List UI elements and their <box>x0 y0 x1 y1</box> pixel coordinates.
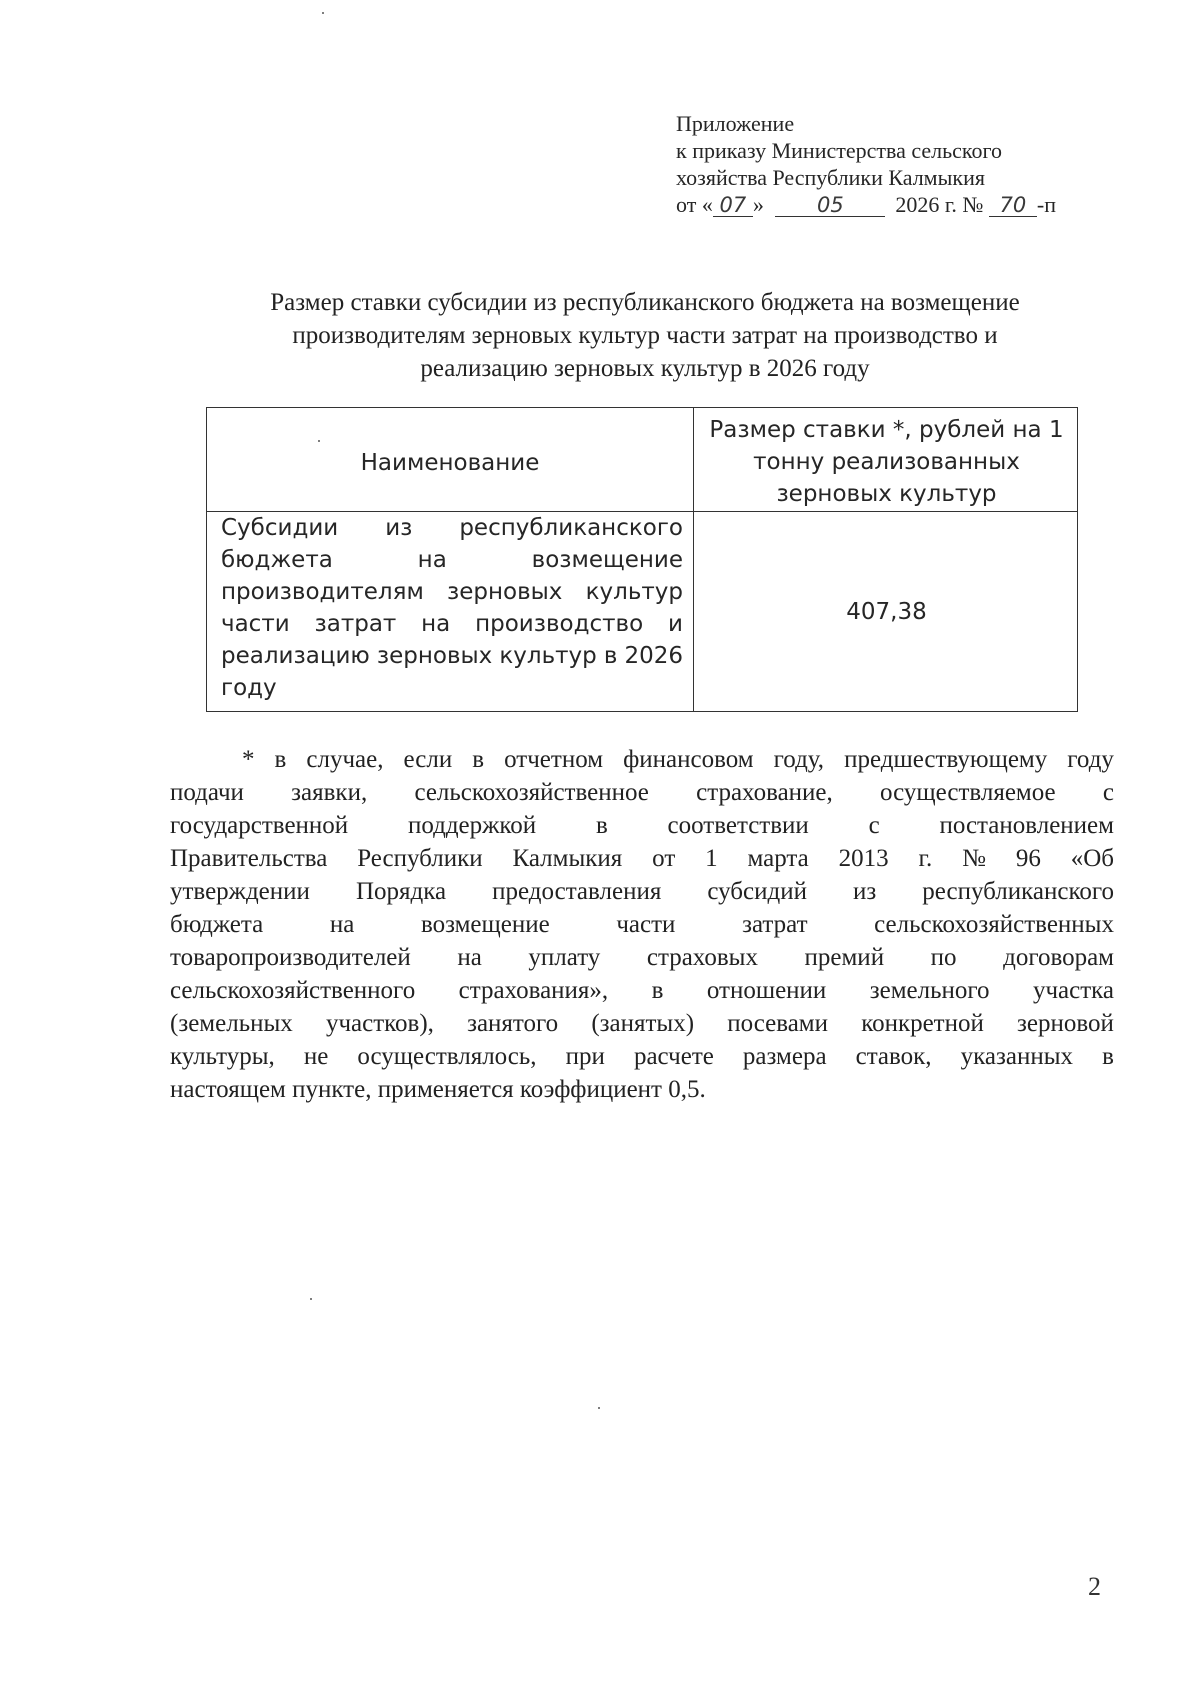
page-number: 2 <box>1088 1572 1101 1601</box>
column-header-name-text: Наименование <box>360 449 540 476</box>
word: году, <box>773 746 825 773</box>
word: случае, <box>306 746 384 773</box>
word: 96 <box>1015 845 1041 872</box>
word: расчете <box>633 1043 714 1070</box>
appendix-label: Приложение <box>676 111 795 136</box>
word: с <box>1102 779 1114 806</box>
word: договорам <box>1003 944 1114 971</box>
word: на <box>329 911 355 938</box>
word: с <box>868 812 880 839</box>
word: * <box>242 746 255 773</box>
word: на <box>421 611 451 637</box>
text-line <box>170 776 1114 809</box>
column-header-rate-line: зерновых культур <box>776 481 997 507</box>
word: предшествующему <box>844 746 1048 773</box>
word: культуры, <box>170 1043 275 1070</box>
scan-speck <box>310 1298 312 1300</box>
word: Республики <box>357 845 483 872</box>
table-cell-rate <box>694 512 1079 712</box>
word: участков), <box>325 1010 434 1037</box>
word: субсидий <box>707 878 807 905</box>
word: культур <box>585 579 683 605</box>
word: Калмыкия <box>512 845 623 872</box>
word: премий <box>804 944 885 971</box>
table-cell-subsidy-name <box>207 512 693 712</box>
word: в <box>651 977 664 1004</box>
word: поддержкой <box>407 812 537 839</box>
word: бюджета <box>170 911 264 938</box>
word: году <box>1067 746 1114 773</box>
word: марта <box>747 845 809 872</box>
scan-speck <box>598 1407 600 1409</box>
scan-speck <box>322 12 324 14</box>
text-line <box>170 974 1114 1007</box>
text-line <box>221 576 683 608</box>
word: земельного <box>869 977 990 1004</box>
word: зерновых <box>447 579 563 605</box>
word: (земельных <box>170 1010 293 1037</box>
text-line <box>221 608 683 640</box>
text-line <box>221 544 683 576</box>
word: сельскохозяйственных <box>874 911 1114 938</box>
text-line <box>170 1040 1114 1073</box>
rate-value: 407,38 <box>846 599 927 625</box>
word: (занятых) <box>591 1010 695 1037</box>
word: в <box>1102 1043 1114 1070</box>
word: из <box>853 878 877 905</box>
word: отношении <box>706 977 827 1004</box>
word: № <box>962 845 986 872</box>
word: конкретной <box>861 1010 984 1037</box>
word: части <box>221 611 290 637</box>
word: «Об <box>1070 845 1114 872</box>
appendix-header <box>676 110 1096 218</box>
order-number-suffix: -п <box>1036 192 1056 217</box>
word: производство <box>475 611 644 637</box>
word: в <box>595 812 608 839</box>
word: Правительства <box>170 845 328 872</box>
column-header-rate-line: Размер ставки *, рублей на 1 <box>709 417 1064 443</box>
word: заявки, <box>291 779 368 806</box>
word: возмещение <box>420 911 550 938</box>
word: предоставления <box>492 878 662 905</box>
year-and-number-label: 2026 г. № <box>895 192 984 217</box>
word: 1 <box>705 845 718 872</box>
text-line <box>170 1073 1114 1106</box>
word: страхования», <box>458 977 609 1004</box>
word: посевами <box>727 1010 829 1037</box>
word: 2026 <box>624 643 683 669</box>
title-line: Размер ставки субсидии из республиканского бюджета на возмещение <box>270 289 1020 316</box>
word: в <box>274 746 287 773</box>
word: занятого <box>467 1010 559 1037</box>
word: Субсидии <box>221 515 339 541</box>
word: республиканского <box>922 878 1114 905</box>
text-line <box>221 672 683 704</box>
text-line <box>221 640 683 672</box>
column-header-rate <box>694 408 1079 511</box>
order-reference: к приказу Министерства сельского <box>676 138 1002 163</box>
word: от <box>652 845 676 872</box>
ministry-name: хозяйства Республики Калмыкия <box>676 165 985 190</box>
word: и <box>668 611 683 637</box>
word: возмещение <box>531 547 683 573</box>
word: культур <box>499 643 597 669</box>
handwritten-order-number: 70 <box>989 194 1037 217</box>
text-line <box>170 908 1114 941</box>
word: настоящем пункте, применяется коэффициент 0,5. <box>170 1076 706 1103</box>
word: на <box>417 547 447 573</box>
text-line <box>170 842 1114 875</box>
text-line <box>170 809 1114 842</box>
rate-footnote <box>170 743 1114 1106</box>
title-line: производителям зерновых культур части затрат на производство и <box>292 322 998 349</box>
text-line <box>170 743 1114 776</box>
word: затрат <box>742 911 808 938</box>
word: на <box>457 944 482 971</box>
word: при <box>565 1043 605 1070</box>
word: части <box>616 911 676 938</box>
word: в <box>603 643 618 669</box>
order-date-line <box>676 191 1096 218</box>
word: страхование, <box>696 779 833 806</box>
word: размера <box>742 1043 827 1070</box>
column-header-name <box>207 408 693 511</box>
word: производителям <box>221 579 424 605</box>
word: сельскохозяйственного <box>170 977 416 1004</box>
word: в <box>472 746 485 773</box>
word: не <box>303 1043 329 1070</box>
word: утверждении <box>170 878 310 905</box>
date-quote-close: » <box>752 192 764 217</box>
text-line <box>170 941 1114 974</box>
word: бюджета <box>221 547 333 573</box>
column-header-rate-line: тонну реализованных <box>753 449 1020 475</box>
word: осуществлялось, <box>357 1043 537 1070</box>
word: 2013 <box>838 845 889 872</box>
word: участка <box>1032 977 1114 1004</box>
word: г. <box>918 845 933 872</box>
word: затрат <box>314 611 397 637</box>
word: товаропроизводителей <box>170 944 411 971</box>
word: соответствии <box>667 812 809 839</box>
word: сельскохозяйственное <box>414 779 649 806</box>
word: если <box>403 746 453 773</box>
word: зерновых <box>376 643 493 669</box>
word: из <box>385 515 413 541</box>
word: финансовом <box>623 746 754 773</box>
subsidy-rate-table <box>206 407 1078 712</box>
handwritten-month: 05 <box>775 194 885 217</box>
date-prefix: от « <box>676 192 713 217</box>
word: страховых <box>646 944 758 971</box>
word: реализацию <box>221 643 370 669</box>
word: подачи <box>170 779 244 806</box>
word: государственной <box>170 812 349 839</box>
word: уплату <box>528 944 601 971</box>
text-line <box>170 1007 1114 1040</box>
word: указанных <box>960 1043 1074 1070</box>
text-line <box>221 512 683 544</box>
word: республиканского <box>459 515 683 541</box>
word: Порядка <box>355 878 447 905</box>
title-line: реализацию зерновых культур в 2026 году <box>420 355 870 382</box>
handwritten-day: 07 <box>713 194 753 217</box>
word: зерновой <box>1017 1010 1114 1037</box>
word: ставок, <box>855 1043 932 1070</box>
text-line <box>170 875 1114 908</box>
word: осуществляемое <box>880 779 1056 806</box>
word: году <box>221 675 277 701</box>
word: постановлением <box>939 812 1114 839</box>
word: по <box>930 944 957 971</box>
word: отчетном <box>504 746 604 773</box>
document-title <box>190 286 1100 385</box>
